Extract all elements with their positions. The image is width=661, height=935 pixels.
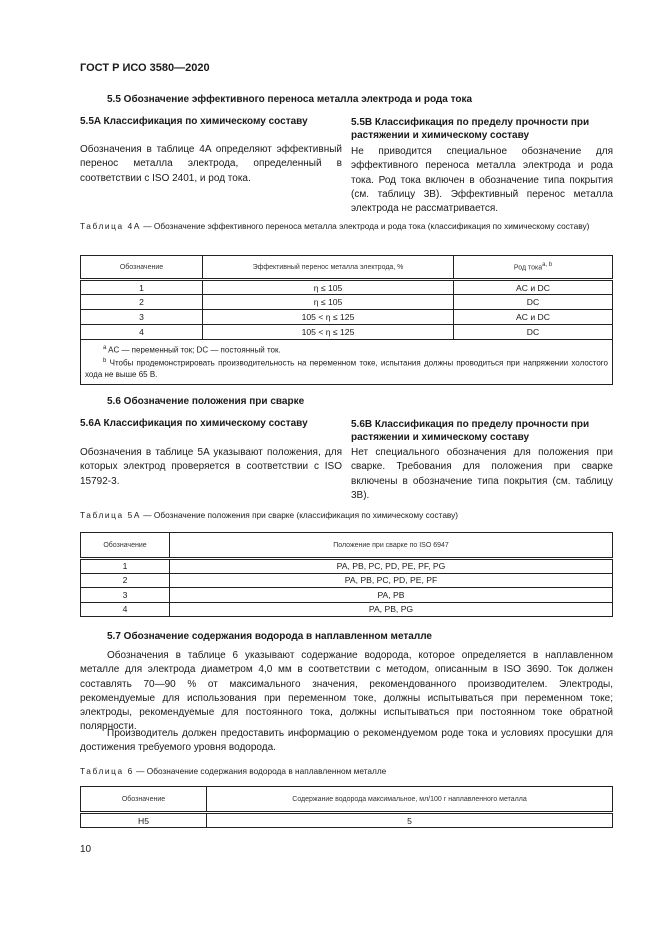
table-header-footnote-marks: a, b — [542, 262, 553, 269]
table-row — [81, 813, 613, 828]
table-notes-row — [81, 340, 613, 385]
table-row — [81, 310, 613, 325]
table-cell: 3 — [81, 310, 203, 325]
table-row — [81, 602, 613, 617]
table-header-row — [81, 533, 613, 559]
table-note-a — [85, 343, 608, 356]
table-6-caption-text: — Обозначение содержания водорода в наплавленном металле — [133, 766, 387, 776]
table-header-text: Род тока — [513, 264, 543, 272]
footnote-text: Чтобы продемонстрировать производительность на переменном токе, испытания должны проводиться при напряжении холостого хода не выше 65 В. — [85, 359, 608, 379]
footnote-mark: a — [103, 345, 107, 351]
section-5-5a-title: 5.5A Классификация по химическому составу — [80, 116, 308, 127]
table-5a-caption — [80, 510, 613, 521]
table-cell: 2 — [81, 295, 203, 310]
table-5a — [80, 532, 613, 617]
section-5-5b-text: Не приводится специальное обозначение для эффективного переноса металла электрода и рода тока. Род тока включен в обозначение типа покрытия (см. таблицу 3B). Эффективный перенос металла электрода не рассматривается. — [351, 146, 613, 215]
table-6-caption-label: Таблица 6 — [80, 766, 134, 776]
table-cell: 1 — [81, 280, 203, 295]
table-row — [81, 295, 613, 310]
table-cell: 105 < η ≤ 125 — [203, 325, 454, 340]
table-row — [81, 573, 613, 588]
section-5-7-paragraph-1: Обозначения в таблице 6 указывают содержание водорода, которое определяется в наплавленном металле для электрода диаметром 4,0 мм в соответствии с методом, описанным в ISO 3690. Ток должен составлять 70—90 % от максимального значения, рекомендованного производителем. Электроды, рекомендуемые для использования при переменном токе, должны испытываться при переменном токе; электроды, рекомендуемые для постоянного тока, должны испытываться при постоянном токе обратной полярности. — [80, 650, 613, 733]
section-5-6-title: 5.6 Обозначение положения при сварке — [107, 396, 305, 407]
section-5-5a-text: Обозначения в таблице 4A определяют эффективный перенос металла электрода, определенный в соответствии с ISO 2401, и род тока. — [80, 144, 342, 184]
table-cell: DC — [454, 325, 613, 340]
table-6 — [80, 786, 613, 828]
table-5a-caption-text: — Обозначение положения при сварке (классификация по химическому составу) — [140, 510, 459, 520]
section-5-5-title: 5.5 Обозначение эффективного переноса металла электрода и рода тока — [107, 94, 473, 105]
table-header-row — [81, 256, 613, 280]
table-row — [81, 325, 613, 340]
section-5-7-title: 5.7 Обозначение содержания водорода в наплавленном металле — [107, 631, 432, 642]
table-row — [81, 280, 613, 295]
table-cell: 5 — [207, 813, 613, 828]
table-4a-caption — [80, 221, 613, 232]
table-cell: 105 < η ≤ 125 — [203, 310, 454, 325]
section-5-6a-text: Обозначения в таблице 5A указывают положения, для которых электрод проверяется в соответствии с ISO 15792-3. — [80, 447, 342, 487]
table-cell: PA, PB, PC, PD, PE, PF — [170, 573, 613, 588]
section-5-6b-title: 5.6B Классификация по пределу прочности при растяжении и химическому составу — [351, 419, 590, 443]
table-header-cell: Содержание водорода максимальное, мл/100 г наплавленного металла — [207, 787, 613, 813]
table-cell: AC и DC — [454, 310, 613, 325]
table-cell: 3 — [81, 588, 170, 603]
table-cell: DC — [454, 295, 613, 310]
document-header: ГОСТ Р ИСО 3580—2020 — [80, 62, 210, 74]
section-5-7-paragraph-2: Производитель должен предоставить информацию о рекомендуемом роде тока и условиях просушки для достижения требуемого уровня водорода. — [80, 728, 613, 754]
table-cell: η ≤ 105 — [203, 295, 454, 310]
table-cell: PA, PB, PC, PD, PE, PF, PG — [170, 559, 613, 574]
table-cell: 4 — [81, 325, 203, 340]
table-4a-caption-label: Таблица 4A — [80, 221, 141, 231]
page-number: 10 — [80, 844, 92, 855]
table-note-b — [85, 356, 608, 380]
table-cell: 2 — [81, 573, 170, 588]
table-cell: H5 — [81, 813, 207, 828]
table-header-cell: Обозначение — [81, 787, 207, 813]
table-row — [81, 559, 613, 574]
section-5-6a-title: 5.6A Классификация по химическому составу — [80, 418, 308, 429]
table-cell: PA, PB, PG — [170, 602, 613, 617]
table-cell: η ≤ 105 — [203, 280, 454, 295]
table-4a-caption-text: — Обозначение эффективного переноса металла электрода и рода тока (классификация по химическому составу) — [140, 221, 590, 231]
table-header-cell: Обозначение — [81, 533, 170, 559]
table-header-cell — [454, 256, 613, 280]
table-header-cell: Эффективный перенос металла электрода, % — [203, 256, 454, 280]
table-4a — [80, 255, 613, 385]
table-5a-caption-label: Таблица 5A — [80, 510, 141, 520]
table-cell: 4 — [81, 602, 170, 617]
section-5-6b-text: Нет специального обозначения для положения при сварке. Требования для положения при сварке включены в обозначение типа покрытия (см. таблицу 3B). — [351, 447, 613, 501]
table-header-row — [81, 787, 613, 813]
table-cell: AC и DC — [454, 280, 613, 295]
table-row — [81, 588, 613, 603]
table-notes — [81, 340, 613, 385]
footnote-mark: b — [103, 358, 107, 365]
table-header-cell: Положение при сварке по ISO 6947 — [170, 533, 613, 559]
table-header-cell: Обозначение — [81, 256, 203, 280]
footnote-text: AC — переменный ток; DC — постоянный ток. — [108, 345, 281, 355]
table-6-caption — [80, 766, 613, 777]
table-cell: PA, PB — [170, 588, 613, 603]
section-5-5b-title: 5.5B Классификация по пределу прочности при растяжении и химическому составу — [351, 117, 590, 141]
table-cell: 1 — [81, 559, 170, 574]
